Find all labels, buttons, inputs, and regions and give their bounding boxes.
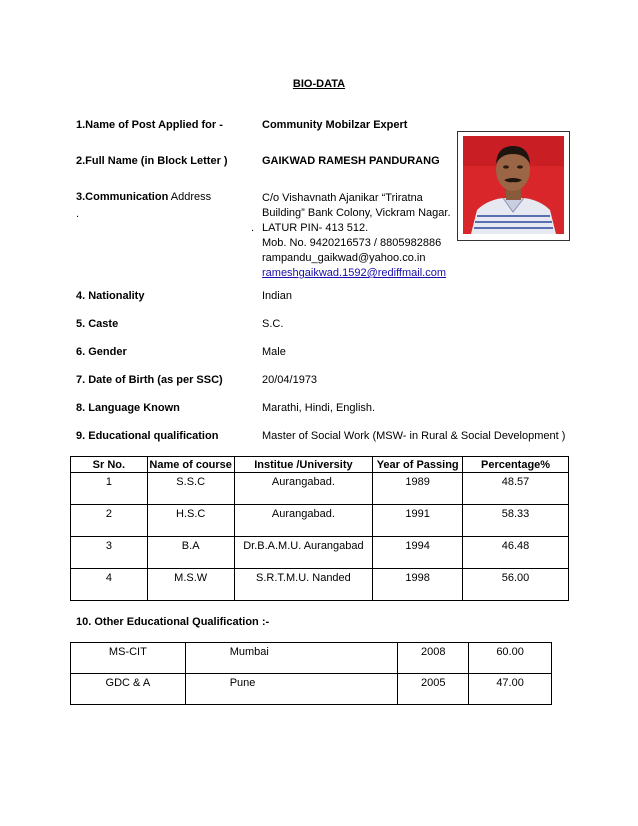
address-dot: . bbox=[251, 222, 255, 234]
table-cell: 1 bbox=[71, 473, 148, 505]
table-cell: MS-CIT bbox=[71, 643, 186, 674]
table-cell: Dr.B.A.M.U. Aurangabad bbox=[234, 537, 373, 569]
table-cell: 1994 bbox=[373, 537, 463, 569]
address-line: LATUR PIN- 413 512. bbox=[262, 222, 369, 234]
table-cell: B.A bbox=[147, 537, 234, 569]
fullname-label: 2.Full Name (in Block Letter ) bbox=[76, 155, 228, 167]
table-row bbox=[71, 473, 569, 505]
communication-label-bold: 3.Communication bbox=[76, 191, 169, 203]
dob-value: 20/04/1973 bbox=[262, 374, 318, 386]
table-cell: S.S.C bbox=[147, 473, 234, 505]
table-row bbox=[71, 537, 569, 569]
nationality-value: Indian bbox=[262, 290, 292, 302]
fullname-value: GAIKWAD RAMESH PANDURANG bbox=[262, 155, 440, 167]
education-table bbox=[70, 456, 569, 601]
table-cell: 58.33 bbox=[463, 505, 569, 537]
post-label: 1.Name of Post Applied for - bbox=[76, 119, 223, 131]
table-cell: 2008 bbox=[398, 643, 469, 674]
table-cell: GDC & A bbox=[71, 674, 186, 705]
table-cell: 1989 bbox=[373, 473, 463, 505]
communication-label bbox=[76, 191, 211, 203]
gender-value: Male bbox=[262, 346, 286, 358]
profile-photo bbox=[457, 131, 570, 241]
table-row bbox=[71, 505, 569, 537]
document-title: BIO-DATA bbox=[292, 78, 346, 90]
address-line: C/o Vishavnath Ajanikar “Triratna bbox=[262, 192, 423, 204]
caste-label: 5. Caste bbox=[76, 318, 119, 330]
table-cell: Pune bbox=[185, 674, 398, 705]
column-header: Sr No. bbox=[71, 457, 148, 473]
table-cell: M.S.W bbox=[147, 569, 234, 601]
table-cell: 56.00 bbox=[463, 569, 569, 601]
column-header: Percentage% bbox=[463, 457, 569, 473]
education-label: 9. Educational qualification bbox=[76, 430, 219, 442]
caste-value: S.C. bbox=[262, 318, 284, 330]
table-cell: Mumbai bbox=[185, 643, 398, 674]
table-row bbox=[71, 643, 552, 674]
table-cell: S.R.T.M.U. Nanded bbox=[234, 569, 373, 601]
table-cell: 46.48 bbox=[463, 537, 569, 569]
table-cell: 1998 bbox=[373, 569, 463, 601]
column-header: Name of course bbox=[147, 457, 234, 473]
dob-label: 7. Date of Birth (as per SSC) bbox=[76, 374, 223, 386]
address-line: Mob. No. 9420216573 / 8805982886 bbox=[262, 237, 442, 249]
language-value: Marathi, Hindi, English. bbox=[262, 402, 376, 414]
column-header: Institue /University bbox=[234, 457, 373, 473]
table-cell: 4 bbox=[71, 569, 148, 601]
table-cell: 47.00 bbox=[469, 674, 552, 705]
address-line: rampandu_gaikwad@yahoo.co.in bbox=[262, 252, 426, 264]
address-block bbox=[262, 191, 451, 281]
table-cell: Aurangabad. bbox=[234, 505, 373, 537]
other-qualification-table bbox=[70, 642, 552, 705]
table-cell: 1991 bbox=[373, 505, 463, 537]
language-label: 8. Language Known bbox=[76, 402, 180, 414]
other-qualification-label: 10. Other Educational Qualification :- bbox=[76, 616, 270, 628]
post-value: Community Mobilzar Expert bbox=[262, 119, 408, 131]
address-line: Building” Bank Colony, Vickram Nagar. bbox=[262, 207, 451, 219]
table-cell: H.S.C bbox=[147, 505, 234, 537]
portrait-image bbox=[463, 136, 564, 234]
table-cell: 60.00 bbox=[469, 643, 552, 674]
communication-dot: . bbox=[76, 208, 80, 220]
table-cell: 3 bbox=[71, 537, 148, 569]
table-row bbox=[71, 569, 569, 601]
gender-label: 6. Gender bbox=[76, 346, 127, 358]
table-cell: 2005 bbox=[398, 674, 469, 705]
email-link[interactable]: rameshgaikwad.1592@rediffmail.com bbox=[262, 267, 446, 279]
education-value: Master of Social Work (MSW- in Rural & Social Development ) bbox=[262, 430, 566, 442]
table-cell: 2 bbox=[71, 505, 148, 537]
column-header: Year of Passing bbox=[373, 457, 463, 473]
table-cell: Aurangabad. bbox=[234, 473, 373, 505]
table-header-row bbox=[71, 457, 569, 473]
communication-label-rest: Address bbox=[168, 191, 212, 203]
table-row bbox=[71, 674, 552, 705]
table-cell: 48.57 bbox=[463, 473, 569, 505]
nationality-label: 4. Nationality bbox=[76, 290, 145, 302]
